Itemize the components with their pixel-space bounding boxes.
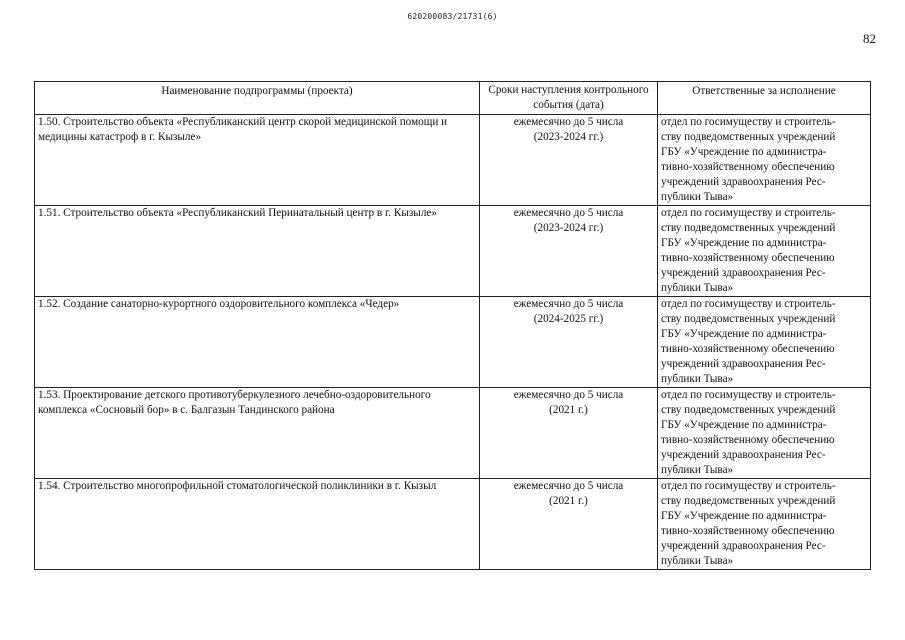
row-date — [480, 388, 658, 479]
page-number: 82 — [863, 31, 876, 46]
row-date-frequency: ежемесячно до 5 числа — [513, 480, 624, 492]
row-date-frequency: ежемесячно до 5 числа — [513, 389, 624, 401]
row-date-frequency: ежемесячно до 5 числа — [513, 298, 624, 310]
row-date-frequency: ежемесячно до 5 числа — [513, 207, 624, 219]
row-date-period: (2023-2024 гг.) — [533, 131, 604, 143]
table-row — [35, 206, 871, 297]
row-date-frequency: ежемесячно до 5 числа — [513, 116, 624, 128]
column-header-date: Сроки наступления контрольного события (дата) — [480, 82, 658, 115]
row-date — [480, 115, 658, 206]
row-name: 1.54. Строительство многопрофильной стоматологической поликлиники в г. Кызыл — [35, 479, 480, 570]
row-name: 1.52. Создание санаторно-курортного оздоровительного комплекса «Чедер» — [35, 297, 480, 388]
row-responsible: отдел по госимуществу и строитель- ству подведомственных учреждений ГБУ «Учреждение по администра- тивно-хозяйственному обеспечению учреждений здравоохранения Рес- публики Тыва» — [658, 297, 871, 388]
column-header-responsible: Ответственные за исполнение — [658, 82, 871, 115]
row-date — [480, 479, 658, 570]
table-row — [35, 115, 871, 206]
row-date-period: (2024-2025 гг.) — [533, 313, 604, 325]
document-id: 620200083/21731(6) — [407, 12, 498, 21]
row-date-period: (2021 г.) — [549, 495, 588, 507]
table-row — [35, 297, 871, 388]
subprogram-table — [34, 81, 871, 570]
row-responsible: отдел по госимуществу и строитель- ству подведомственных учреждений ГБУ «Учреждение по администра- тивно-хозяйственному обеспечению учреждений здравоохранения Рес- публики Тыва» — [658, 115, 871, 206]
row-date-period: (2023-2024 гг.) — [533, 222, 604, 234]
table-row — [35, 479, 871, 570]
row-responsible: отдел по госимуществу и строитель- ству подведомственных учреждений ГБУ «Учреждение по администра- тивно-хозяйственному обеспечению учреждений здравоохранения Рес- публики Тыва» — [658, 388, 871, 479]
row-name: 1.53. Проектирование детского противотуберкулезного лечебно-оздоровительного комплекса «Сосновый бор» в с. Балгазын Тандинского района — [35, 388, 480, 479]
column-header-name: Наименование подпрограммы (проекта) — [35, 82, 480, 115]
row-responsible: отдел по госимуществу и строитель- ству подведомственных учреждений ГБУ «Учреждение по администра- тивно-хозяйственному обеспечению учреждений здравоохранения Рес- публики Тыва» — [658, 206, 871, 297]
row-date-period: (2021 г.) — [549, 404, 588, 416]
row-name: 1.50. Строительство объекта «Республиканский центр скорой медицинской помощи и медицины катастроф в г. Кызыле» — [35, 115, 480, 206]
table-row — [35, 388, 871, 479]
row-date — [480, 297, 658, 388]
row-date — [480, 206, 658, 297]
row-responsible: отдел по госимуществу и строитель- ству подведомственных учреждений ГБУ «Учреждение по администра- тивно-хозяйственному обеспечению учреждений здравоохранения Рес- публики Тыва» — [658, 479, 871, 570]
table-header-row — [35, 82, 871, 115]
row-name: 1.51. Строительство объекта «Республиканский Перинатальный центр в г. Кызыле» — [35, 206, 480, 297]
